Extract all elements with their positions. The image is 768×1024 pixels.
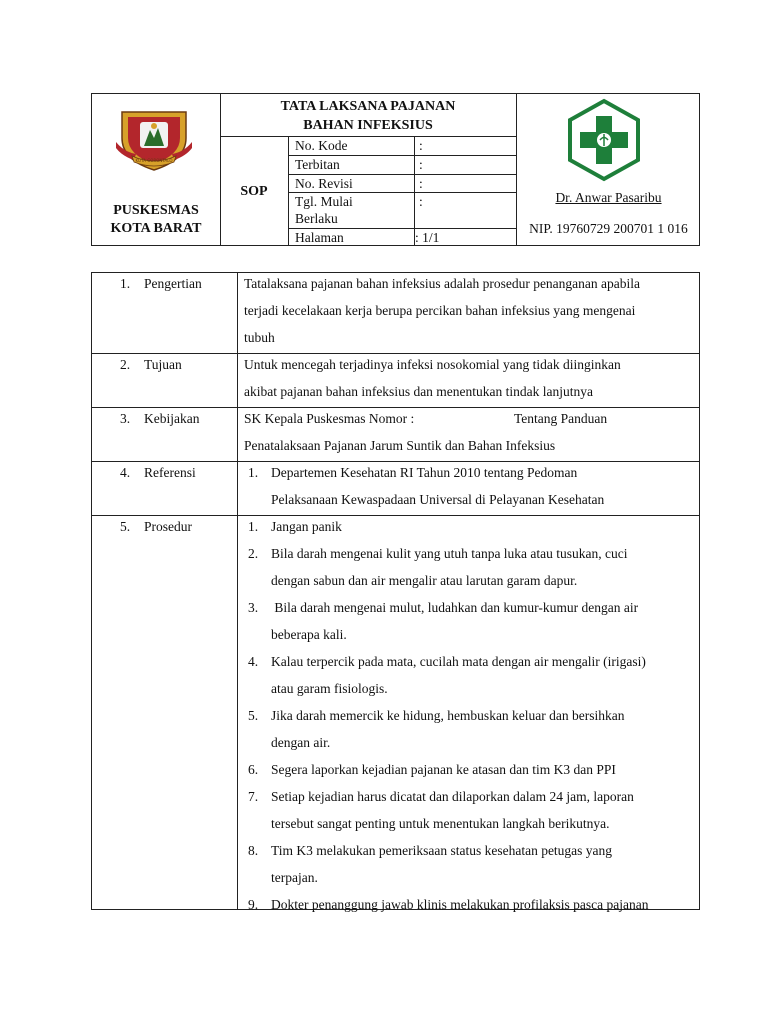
doc-type: SOP [240,184,268,199]
section-text-tujuan: Untuk mencegah terjadinya infeksi nosokomial yang tidak diinginkan akibat pajanan bahan infeksius dan menentukan tindak lanjutnya [244,357,621,399]
divider [237,273,238,909]
meta-label-terbitan: Terbitan [295,157,340,172]
kota-gorontalo-emblem [114,102,194,174]
meta-value-terbitan: : [419,157,423,172]
signer-nip: NIP. 19760729 200701 1 016 [529,221,688,236]
meta-value-tgl: : [419,194,423,209]
sop-header-table [91,93,700,246]
section-text-prosedur [244,513,694,918]
meta-value-revisi: : [419,176,423,191]
section-text-pengertian: Tatalaksana pajanan bahan infeksius adalah prosedur penanganan apabila terjadi kecelakaan kerja berupa percikan bahan infeksius yang mengenai tubuh [244,276,641,345]
list-item: 3. Bila darah mengenai mulut, ludahkan dan kumur-kumur dengan air beberapa kali. [248,600,639,642]
org-line-1: PUSKESMAS [113,203,199,218]
section-text-kebijakan: SK Kepala Puskesmas Nomor : Tentang Panduan Penatalaksaan Pajanan Jarum Suntik dan Bahan Infeksius [244,411,608,453]
list-item: 9. Dokter penanggung jawab klinis melakukan profilaksis pasca pajanan [248,897,649,912]
list-item: 5. Jika darah memercik ke hidung, hembuskan keluar dan bersihkan dengan air. [248,708,625,750]
list-item: 6. Segera laporkan kejadian pajanan ke atasan dan tim K3 dan PPI [248,762,616,777]
list-item: 7. Setiap kejadian harus dicatat dan dilaporkan dalam 24 jam, laporan tersebut sangat penting untuk menentukan langkah berikutnya. [248,789,634,831]
title-line-1: TATA LAKSANA PAJANAN [280,99,456,114]
title-line-2: BAHAN INFEKSIUS [303,118,433,133]
meta-value-kode: : [419,138,423,153]
divider [220,136,516,137]
org-line-2: KOTA BARAT [110,221,202,236]
meta-label-tgl: Tgl. Mulai Berlaku [295,194,353,226]
document-title [220,97,516,135]
list-item: 4. Kalau terpercik pada mata, cucilah mata dengan air mengalir (irigasi) atau garam fisiologis. [248,654,646,696]
list-item: 8. Tim K3 melakukan pemeriksaan status kesehatan petugas yang terpajan. [248,843,613,885]
list-item: 2. Bila darah mengenai kulit yang utuh tanpa luka atau tusukan, cuci dengan sabun dan air mengalir atau larutan garam dapur. [248,546,628,588]
meta-label-revisi: No. Revisi [295,176,353,191]
section-text-referensi [244,459,694,513]
sop-content-table: 1. Pengertian Tatalaksana pajanan bahan infeksius adalah prosedur penanganan apabila terjadi kecelakaan kerja berupa percikan bahan infeksius yang mengenai tubuh 2. Tujuan Untuk mencegah terjadinya infeksi nosokomial yang tidak diinginkan akibat pajanan bahan infeksius dan menentukan tindak lanjutnya 3. Kebijakan SK Kepala Puskesmas Nomor : Tentang Panduan Penatalaksaan Pajanan Jarum Suntik dan Bahan Infeksius 4. Referensi 1. Departemen Kesehatan RI Tahun 2010 tentang Pedoman Pelaksanaan Kewaspadaan Universal di Pelayanan Kesehatan 5. Prosedur 1. Jangan panik 2. Bila darah mengenai kulit yang utuh tanpa luka atau tusukan, cuci dengan sabun dan air mengalir atau larutan garam dapur. 3. Bila darah mengenai mulut, ludahkan dan kumur-kumur dengan air beberapa kali. 4. Kalau terpercik pada mata, cucilah mata dengan air mengalir (irigasi) atau garam fisiologis. 5. Jika darah memercik ke hidung, hembuskan keluar dan bersihkan dengan air. 6. Segera laporkan kejadian pajanan ke atasan dan tim K3 dan PPI 7. Setiap kejadian harus dicatat dan dilaporkan dalam 24 jam, laporan tersebut sangat penting untuk menentukan langkah berikutnya. 8. Tim K3 melakukan pemeriksaan status kesehatan petugas yang terpajan. 9. Dokter penanggung jawab klinis melakukan profilaksis pasca pajanan [91,272,700,910]
list-item: 1. Departemen Kesehatan RI Tahun 2010 tentang Pedoman Pelaksanaan Kewaspadaan Universal di Pelayanan Kesehatan [248,465,605,507]
meta-label-halaman: Halaman [295,230,344,245]
signer-name: Dr. Anwar Pasaribu [555,190,662,205]
meta-label-kode: No. Kode [295,138,348,153]
puskesmas-cross-logo [565,98,643,182]
org-name [92,202,220,238]
emblem-text: KOTA GORONTALO [135,158,173,163]
list-item: 1. Jangan panik [248,519,342,534]
meta-value-halaman: : 1/1 [415,230,440,245]
